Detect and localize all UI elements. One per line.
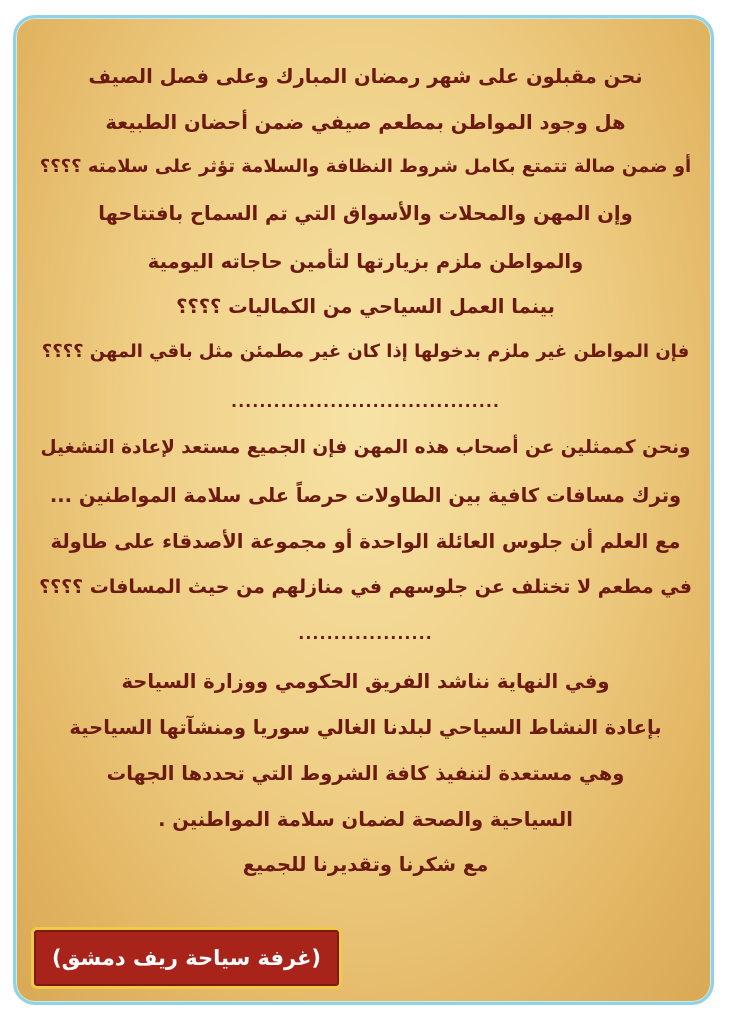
signature-label: (غرفة سياحة ريف دمشق) [51,946,322,970]
text-line: هل وجود المواطن بمطعم صيفي ضمن أحضان الطبيعة [105,111,626,134]
text-line: بينما العمل السياحي من الكماليات ؟؟؟؟ [176,295,555,318]
text-line: وترك مسافات كافية بين الطاولات حرصاً على سلامة المواطنين ... [49,484,682,507]
text-line: مع العلم أن جلوس العائلة الواحدة أو مجموعة الأصدقاء على طاولة [50,530,681,553]
dotted-separator: ................... [298,624,433,643]
text-line: وهي مستعدة لتنفيذ كافة الشروط التي تحددها الجهات [106,762,625,785]
signature-badge [31,927,342,989]
text-line: أو ضمن صالة تتمتع بكامل شروط النظافة والسلامة تؤثر على سلامته ؟؟؟؟ [39,156,692,177]
dotted-separator: ...................................... [231,392,500,411]
text-line: السياحية والصحة لضمان سلامة المواطنين . [158,808,573,831]
text-line: وفي النهاية نناشد الفريق الحكومي ووزارة السياحة [121,670,610,693]
text-line: فإن المواطن غير ملزم بدخولها إذا كان غير مطمئن مثل باقي المهن ؟؟؟؟ [41,341,690,362]
text-line: ونحن كممثلين عن أصحاب هذه المهن فإن الجميع مستعد لإعادة التشغيل [40,437,691,458]
text-line: وإن المهن والمحلات والأسواق التي تم السماح بافتتاحها [98,202,633,225]
text-line: والمواطن ملزم بزيارتها لتأمين حاجاته اليومية [147,250,584,273]
text-line: بإعادة النشاط السياحي لبلدنا الغالي سوريا ومنشآتها السياحية [69,716,662,739]
text-line: نحن مقبلون على شهر رمضان المبارك وعلى فصل الصيف [88,65,643,88]
text-line: مع شكرنا وتقديرنا للجميع [242,853,489,876]
text-line: في مطعم لا تختلف عن جلوسهم في منازلهم من حيث المسافات ؟؟؟؟ [39,576,692,598]
